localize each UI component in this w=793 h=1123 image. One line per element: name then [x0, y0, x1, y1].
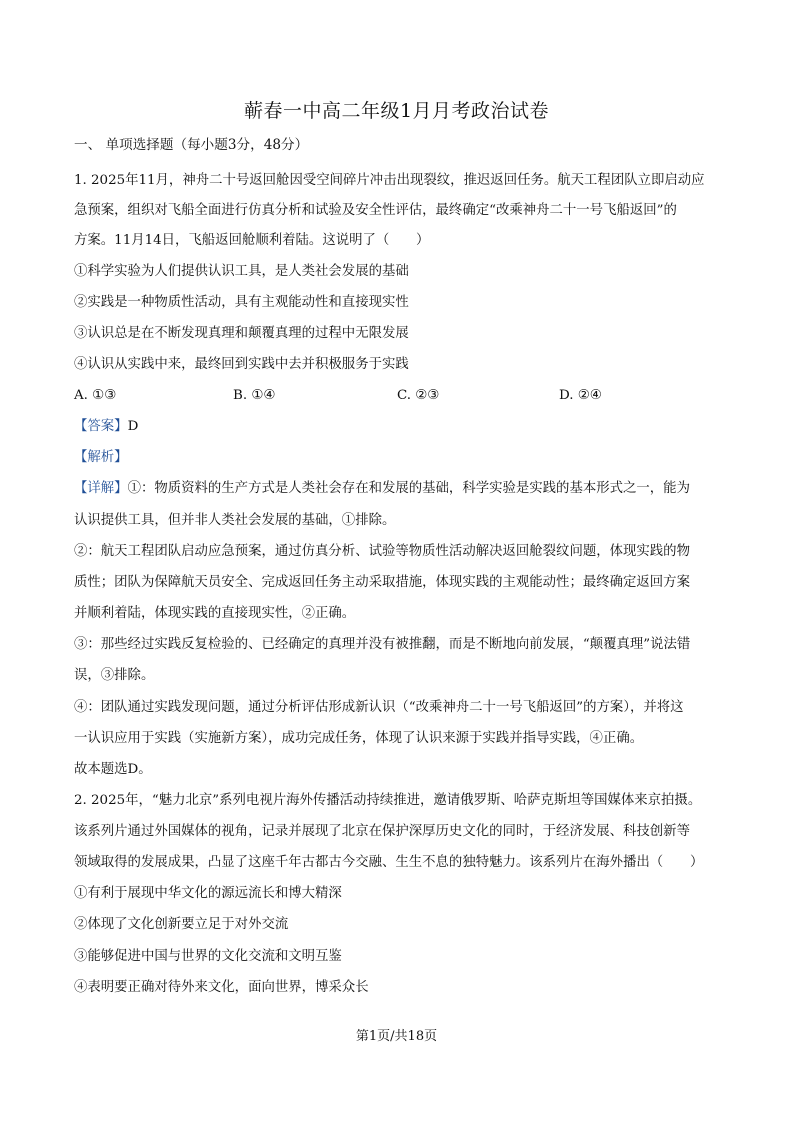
q1-option-c: C. ②③: [397, 388, 440, 403]
q1-explanation-line: ③：那些经过实践反复检验的、已经确定的真理并没有被推翻，而是不断地向前发展，“颠覆真理”说法错: [74, 637, 691, 652]
answer-value: D: [127, 419, 139, 434]
section-heading: 一、 单项选择题（每小题3分，48分）: [74, 137, 309, 153]
q1-answer: [74, 418, 724, 436]
q2-stem-line: 该系列片通过外国媒体的视角，记录并展现了北京在保护深厚历史文化的同时，于经济发展、科技创新等: [74, 824, 690, 839]
q1-statement-1: ①科学实验为人们提供认识工具，是人类社会发展的基础: [74, 264, 409, 279]
q1-analysis-label: [74, 449, 724, 467]
q1-stem-line: 急预案，组织对飞船全面进行仿真分析和试验及安全性评估，最终确定“改乘神舟二十一号飞船返回”的: [74, 203, 677, 218]
q1-option-a: A. ①③: [74, 388, 117, 403]
q1-statement-2: ②实践是一种物质性活动，具有主观能动性和直接现实性: [74, 295, 409, 310]
q2-statement-4: ④表明要正确对待外来文化，面向世界，博采众长: [74, 980, 369, 995]
answer-label: 【答案】: [74, 419, 128, 434]
q2-stem-line: 领域取得的发展成果，凸显了这座千年古都古今交融、生生不息的独特魅力。该系列片在海外播出（ ）: [74, 855, 704, 870]
q2-stem-line: 2. 2025年，“魅力北京”系列电视片海外传播活动持续推进，邀请俄罗斯、哈萨克斯坦等国媒体来京拍摄。: [74, 793, 702, 808]
q1-explanation-line: ②：航天工程团队启动应急预案，通过仿真分析、试验等物质性活动解决返回舱裂纹问题，体现实践的物: [74, 544, 690, 559]
exam-title: 蕲春一中高二年级1月月考政治试卷: [243, 100, 550, 122]
q1-stem-line: 1. 2025年11月，神舟二十号返回舱因受空间碎片冲击出现裂纹，推迟返回任务。航天工程团队立即启动应: [74, 173, 705, 188]
q1-statement-4: ④认识从实践中来，最终回到实践中去并积极服务于实践: [74, 357, 409, 372]
q1-statement-3: ③认识总是在不断发现真理和颠覆真理的过程中无限发展: [74, 326, 409, 341]
q1-conclusion: 故本题选D。: [74, 762, 152, 777]
q1-option-b: B. ①④: [233, 388, 276, 403]
q1-stem-line: 方案。11月14日，飞船返回舱顺利着陆。这说明了（ ）: [74, 233, 430, 248]
q1-explanation-line: 一认识应用于实践（实施新方案），成功完成任务，体现了认识来源于实践并指导实践，④正确。: [74, 731, 644, 746]
q1-explanation-line: 认识提供工具，但并非人类社会发展的基础，①排除。: [74, 513, 396, 528]
analysis-label: 【解析】: [74, 450, 128, 465]
q1-detail-line: [74, 480, 724, 498]
detail-label: 【详解】: [74, 481, 128, 496]
q1-explanation-line: 并顺利着陆，体现实践的直接现实性，②正确。: [74, 606, 356, 621]
page-footer: 第1页/共18页: [355, 1029, 438, 1044]
q1-explanation-line: ④：团队通过实践发现问题，通过分析评估形成新认识（“改乘神舟二十一号飞船返回”的方案），并将这: [74, 700, 684, 715]
detail-text: ①：物质资料的生产方式是人类社会存在和发展的基础，科学实验是实践的基本形式之一，能为: [127, 481, 690, 496]
q2-statement-3: ③能够促进中国与世界的文化交流和文明互鉴: [74, 949, 342, 964]
q2-statement-2: ②体现了文化创新要立足于对外交流: [74, 917, 289, 932]
q1-explanation-line: 质性；团队为保障航天员安全、完成返回任务主动采取措施，体现实践的主观能动性；最终确定返回方案: [74, 575, 690, 590]
q1-explanation-line: 误，③排除。: [74, 668, 155, 683]
q1-option-d: D. ②④: [559, 388, 602, 403]
q2-statement-1: ①有利于展现中华文化的源远流长和博大精深: [74, 886, 342, 901]
